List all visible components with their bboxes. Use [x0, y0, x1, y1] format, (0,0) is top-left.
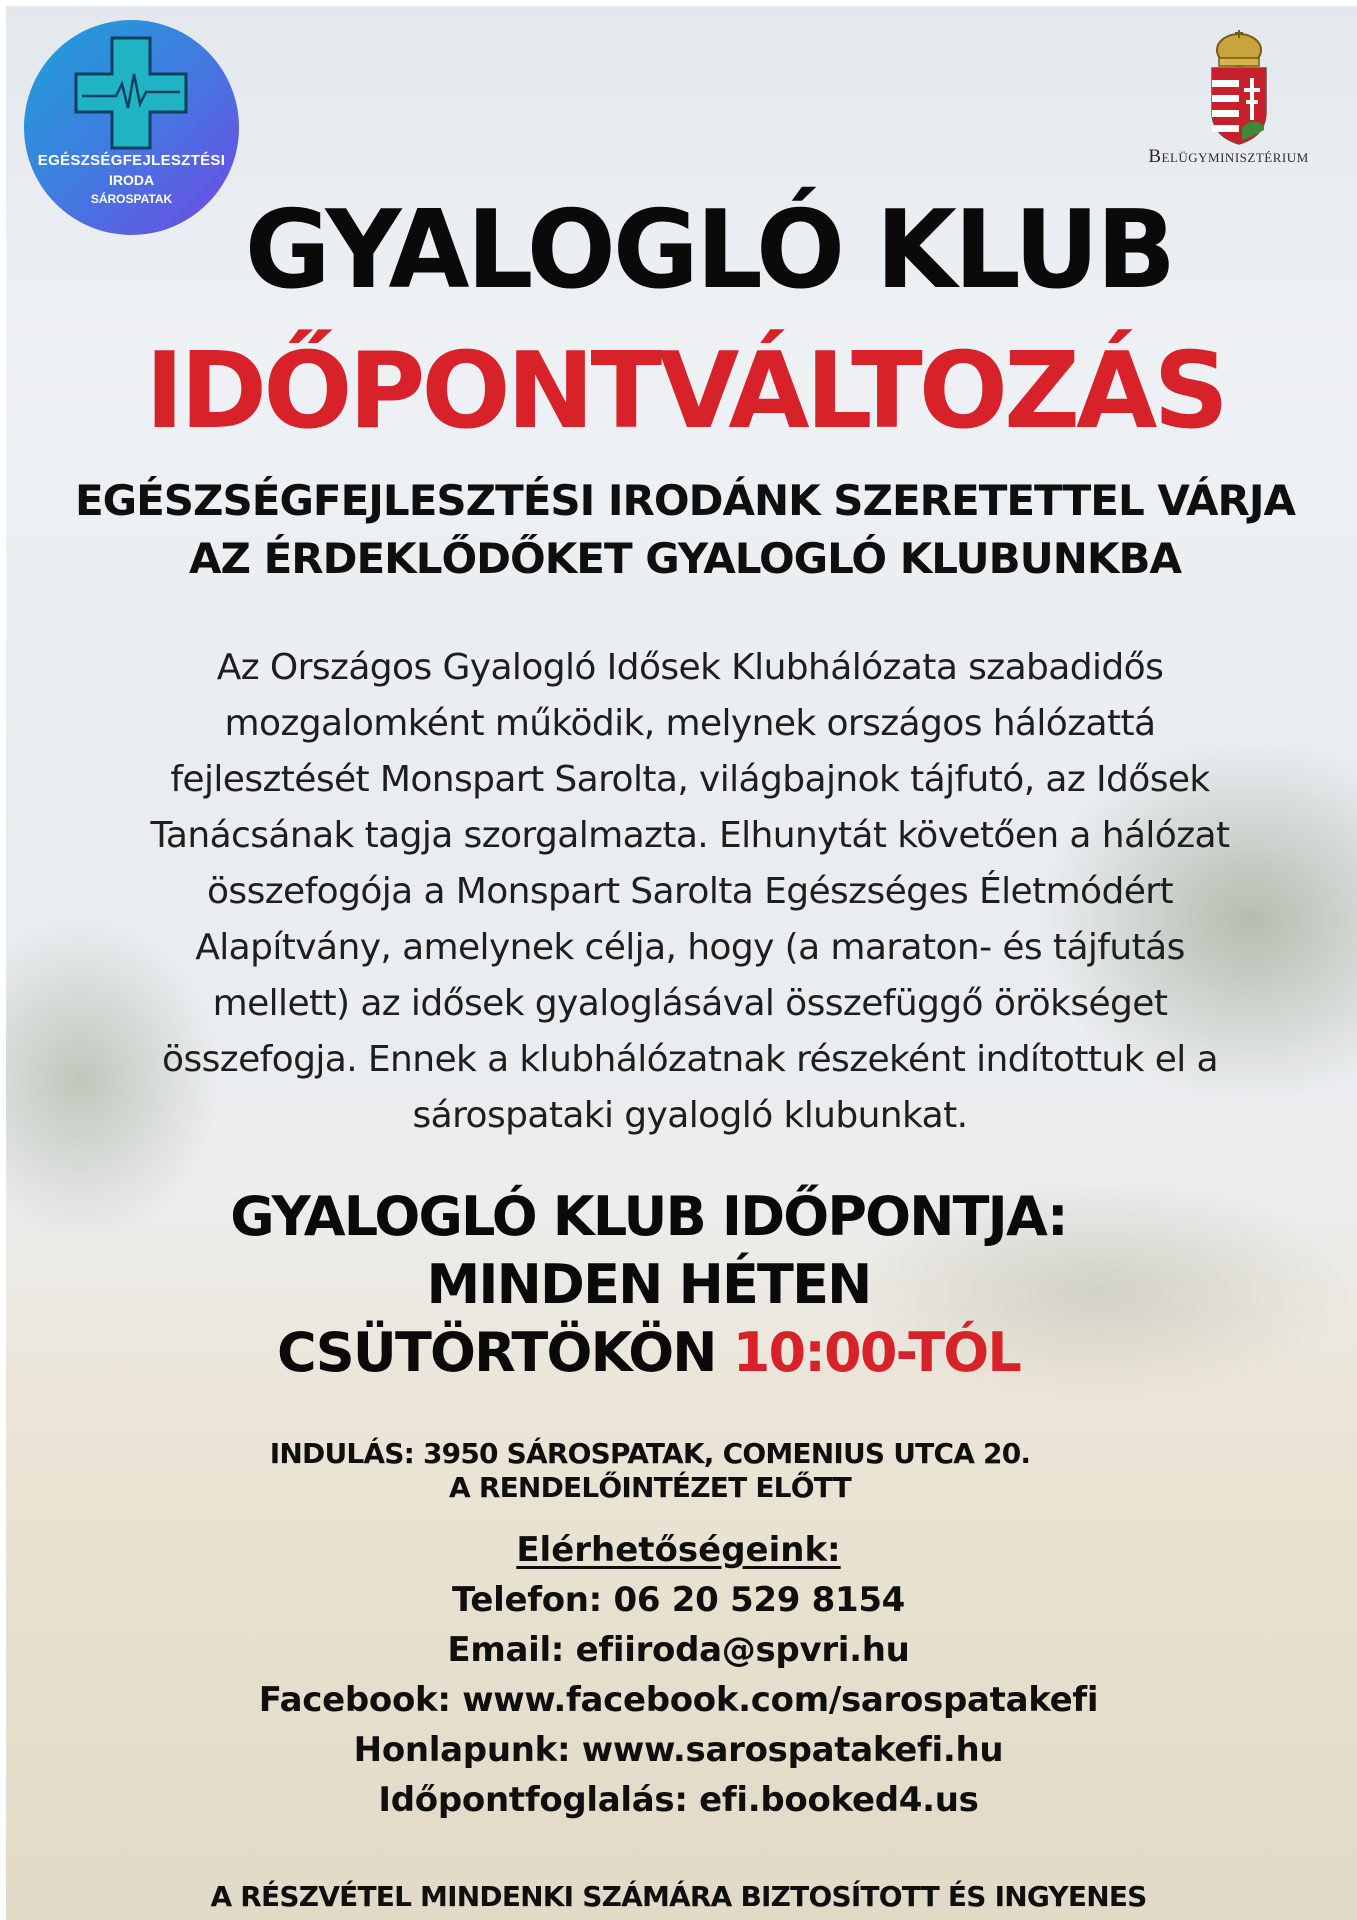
description-paragraph — [90, 640, 1290, 1144]
logo-text-line2: IRODA — [108, 172, 155, 188]
schedule-heading: GYALOGLÓ KLUB IDŐPONTJA: — [230, 1185, 1067, 1248]
contacts-heading: Elérhetőségeink: — [516, 1530, 841, 1570]
logo-text-line3: SÁROSPATAK — [90, 192, 173, 206]
contact-phone: Telefon: 06 20 529 8154 — [451, 1580, 906, 1620]
page-title: GYALOGLÓ KLUB — [244, 188, 1174, 313]
description-line: mozgalomként működik, melynek országos hálózattá — [224, 703, 1156, 744]
schedule-change-heading: IDŐPONTVÁLTOZÁS — [144, 330, 1226, 452]
schedule-day: CSÜTÖRTÖKÖN — [276, 1321, 716, 1384]
ministry-name: Belügyminisztérium — [1148, 146, 1309, 167]
contact-email[interactable]: Email: efiiroda@spvri.hu — [447, 1630, 910, 1670]
description-line: összefogja. Ennek a klubhálózatnak részeként indítottuk el a — [162, 1039, 1218, 1080]
participation-note: A RÉSZVÉTEL MINDENKI SZÁMÁRA BIZTOSÍTOTT ÉS INGYENES — [210, 1880, 1147, 1913]
schedule-day-time — [80, 1319, 1217, 1387]
description-line: sárospataki gyalogló klubunkat. — [412, 1095, 968, 1136]
medical-cross-heartbeat-icon — [72, 34, 190, 152]
departure-location — [150, 1437, 1150, 1505]
contact-booking[interactable]: Időpontfoglalás: efi.booked4.us — [378, 1780, 979, 1820]
departure-address: INDULÁS: 3950 SÁROSPATAK, COMENIUS UTCA 20. — [269, 1437, 1031, 1470]
contact-facebook[interactable]: Facebook: www.facebook.com/sarospatakefi — [258, 1680, 1099, 1720]
description-line: Alapítvány, amelynek célja, hogy (a maraton- és tájfutás — [195, 927, 1185, 968]
schedule-frequency: MINDEN HÉTEN — [426, 1253, 871, 1316]
invitation-line: EGÉSZSÉGFEJLESZTÉSI IRODÁNK SZERETETTEL VÁRJA — [74, 476, 1296, 525]
description-line: összefogója a Monspart Sarolta Egészséges Életmódért — [207, 871, 1173, 912]
hungarian-coat-of-arms-icon — [1204, 28, 1274, 146]
description-line: Tanácsának tagja szorgalmazta. Elhunytát követően a hálózat — [150, 815, 1230, 856]
logo-text-line1: EGÉSZSÉGFEJLESZTÉSI — [37, 152, 226, 169]
schedule-block — [80, 1183, 1217, 1387]
description-line: mellett) az idősek gyaloglásával összefüggő örökséget — [212, 983, 1168, 1024]
contact-website[interactable]: Honlapunk: www.sarospatakefi.hu — [353, 1730, 1004, 1770]
schedule-time: 10:00-TÓL — [732, 1321, 1021, 1384]
invitation-heading — [20, 472, 1350, 588]
description-line: Az Országos Gyalogló Idősek Klubhálózata szabadidős — [216, 647, 1164, 688]
frame-edge — [0, 0, 1357, 6]
description-line: fejlesztését Monspart Sarolta, világbajnok tájfutó, az Idősek — [170, 759, 1210, 800]
departure-landmark: A RENDELŐINTÉZET ELŐTT — [449, 1471, 851, 1504]
invitation-line: AZ ÉRDEKLŐDŐKET GYALOGLÓ KLUBUNKBA — [189, 534, 1181, 583]
